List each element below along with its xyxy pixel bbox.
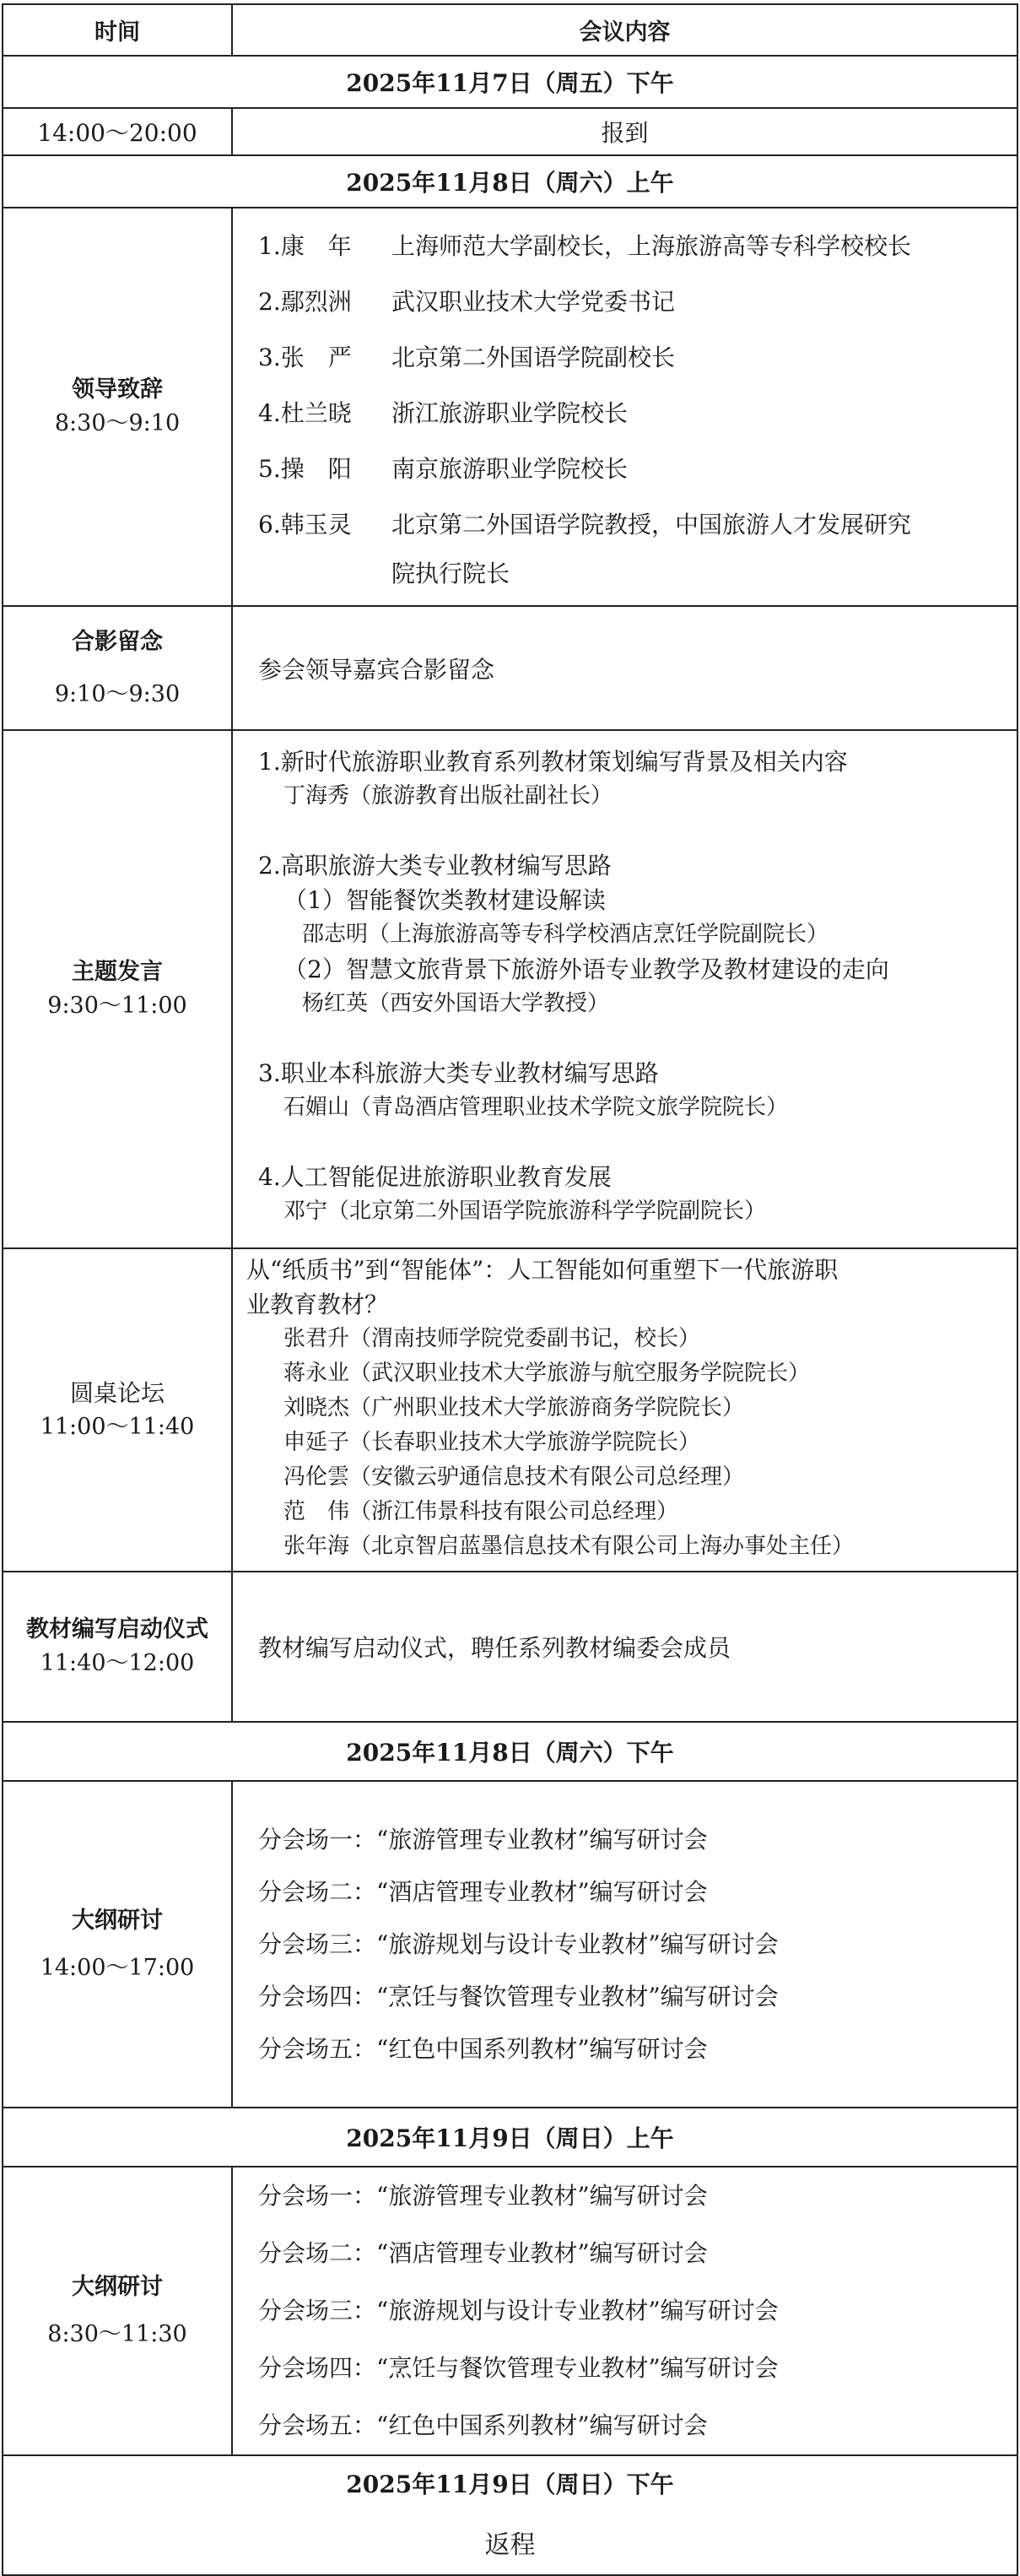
session-title: 圆桌论坛	[69, 1378, 165, 1407]
list-item: 6.韩玉灵 北京第二外国语学院教授，中国旅游人才发展研究	[258, 511, 912, 538]
list-item: 分会场三：“旅游规划与设计专业教材”编写研讨会	[258, 1929, 779, 1958]
keynote-topic: 3.职业本科旅游大类专业教材编写思路	[258, 1059, 659, 1087]
panelist: 张年海（北京智启蓝墨信息技术有限公司上海办事处主任）	[283, 1534, 855, 1559]
list-item: 分会场五：“红色中国系列教材”编写研讨会	[258, 2411, 708, 2439]
session-cell	[3, 208, 232, 606]
table-row	[3, 1248, 1017, 1572]
launch-content: 教材编写启动仪式，聘任系列教材编委会成员	[232, 1572, 1017, 1722]
date-nov7-pm: 2025年11月7日（周五）下午	[3, 56, 1017, 108]
panelist: 刘晓杰（广州职业技术大学旅游商务学院院长）	[283, 1395, 745, 1421]
checkin-cell: 报到	[232, 108, 1017, 155]
photo-content: 参会领导嘉宾合影留念	[232, 606, 1017, 730]
date-row	[3, 155, 1017, 208]
breakout-list	[232, 2167, 1017, 2455]
keynote-topic: 2.高职旅游大类专业教材编写思路	[258, 852, 612, 879]
keynote-speaker: 丁海秀（旅游教育出版社副社长）	[283, 783, 613, 809]
panelist: 范 伟（浙江伟景科技有限公司总经理）	[283, 1499, 679, 1524]
session-time: 9:10～9:30	[54, 680, 181, 707]
session-cell	[3, 606, 232, 730]
session-cell	[3, 1781, 232, 2108]
panelist: 张君升（渭南技师学院党委副书记，校长）	[283, 1326, 701, 1351]
session-cell	[3, 730, 232, 1248]
header-content: 会议内容	[232, 4, 1017, 56]
list-item: 分会场二：“酒店管理专业教材”编写研讨会	[258, 1877, 708, 1906]
date-nov9-pm: 2025年11月9日（周日）下午	[346, 2470, 674, 2498]
time-cell: 14:00～20:00	[3, 108, 232, 155]
keynote-speaker: 石媚山（青岛酒店管理职业技术学院文旅学院院长）	[283, 1095, 789, 1120]
list-item: 分会场三：“旅游规划与设计专业教材”编写研讨会	[258, 2297, 779, 2324]
table-row	[3, 208, 1017, 606]
date-row	[3, 1722, 1017, 1781]
roundtable-content	[232, 1248, 1017, 1572]
final-row	[3, 2455, 1017, 2575]
session-time: 11:40～12:00	[40, 1650, 195, 1676]
roundtable-question: 从“纸质书”到“智能体”：人工智能如何重塑下一代旅游职	[246, 1256, 839, 1284]
session-title: 教材编写启动仪式	[26, 1616, 208, 1642]
table-row	[3, 2455, 1017, 2575]
keynote-speaker: 邵志明（上海旅游高等专科学校酒店烹饪学院副院长）	[302, 922, 829, 947]
session-cell	[3, 1248, 232, 1572]
breakout-list	[232, 1781, 1017, 2108]
panelist: 申延子（长春职业技术大学旅游学院院长）	[283, 1430, 701, 1455]
list-item: 5.操 阳 南京旅游职业学院校长	[258, 455, 629, 483]
table-row	[3, 2167, 1017, 2455]
list-item: 1.康 年 上海师范大学副校长，上海旅游高等专科学校校长	[258, 232, 912, 260]
table-header-row	[3, 4, 1017, 56]
keynote-list	[232, 730, 1017, 1248]
table-row	[3, 108, 1017, 155]
session-cell	[3, 1572, 232, 1722]
list-item: 分会场一：“旅游管理专业教材”编写研讨会	[258, 1825, 708, 1854]
keynote-topic: 4.人工智能促进旅游职业教育发展	[258, 1163, 612, 1191]
list-item: 2.鄢烈洲 武汉职业技术大学党委书记	[258, 288, 676, 316]
session-time: 9:30～11:00	[47, 993, 187, 1019]
list-item: 4.杜兰晓 浙江旅游职业学院校长	[258, 399, 629, 427]
panelist: 蒋永业（武汉职业技术大学旅游与航空服务学院院长）	[283, 1361, 811, 1386]
session-title: 大纲研讨	[72, 1907, 163, 1934]
keynote-speaker: 邓宁（北京第二外国语学院旅游科学学院副院长）	[283, 1199, 767, 1224]
list-item: 分会场四：“烹饪与餐饮管理专业教材”编写研讨会	[258, 1982, 779, 2010]
keynote-topic: 1.新时代旅游职业教育系列教材策划编写背景及相关内容	[258, 748, 848, 776]
table-row	[3, 606, 1017, 730]
header-time: 时间	[3, 4, 232, 56]
speech-list	[232, 208, 1017, 606]
session-title: 领导致辞	[72, 376, 163, 403]
panelist: 冯伦雲（安徽云驴通信息技术有限公司总经理）	[283, 1464, 745, 1490]
session-cell	[3, 2167, 232, 2455]
agenda-table	[2, 3, 1018, 2576]
list-item-continuation: 院执行院长	[391, 560, 510, 587]
session-time: 14:00～17:00	[40, 1954, 195, 1981]
table-row	[3, 1572, 1017, 1722]
session-time: 8:30～9:10	[54, 410, 181, 436]
session-title: 合影留念	[72, 628, 163, 655]
date-nov8-am: 2025年11月8日（周六）上午	[3, 155, 1017, 208]
session-time: 8:30～11:30	[47, 2321, 187, 2347]
keynote-subtopic: （2）智慧文旅背景下旅游外语专业教学及教材建设的走向	[283, 955, 889, 983]
date-row	[3, 2108, 1017, 2167]
table-row	[3, 1781, 1017, 2108]
list-item: 分会场一：“旅游管理专业教材”编写研讨会	[258, 2182, 708, 2210]
list-item: 3.张 严 北京第二外国语学院副校长	[258, 344, 676, 371]
roundtable-question-cont: 业教育教材？	[246, 1291, 389, 1318]
list-item: 分会场二：“酒店管理专业教材”编写研讨会	[258, 2239, 708, 2267]
date-nov8-pm: 2025年11月8日（周六）下午	[3, 1722, 1017, 1781]
keynote-subtopic: （1）智能餐饮类教材建设解读	[283, 886, 606, 914]
keynote-speaker: 杨红英（西安外国语大学教授）	[302, 991, 610, 1016]
session-title: 大纲研讨	[72, 2274, 163, 2300]
session-title: 主题发言	[72, 959, 163, 985]
list-item: 分会场四：“烹饪与餐饮管理专业教材”编写研讨会	[258, 2354, 779, 2382]
date-nov9-am: 2025年11月9日（周日）上午	[3, 2108, 1017, 2167]
date-row	[3, 56, 1017, 108]
list-item: 分会场五：“红色中国系列教材”编写研讨会	[258, 2034, 708, 2063]
table-row	[3, 730, 1017, 1248]
session-time: 11:00～11:40	[40, 1413, 195, 1440]
return-label: 返程	[484, 2530, 536, 2560]
